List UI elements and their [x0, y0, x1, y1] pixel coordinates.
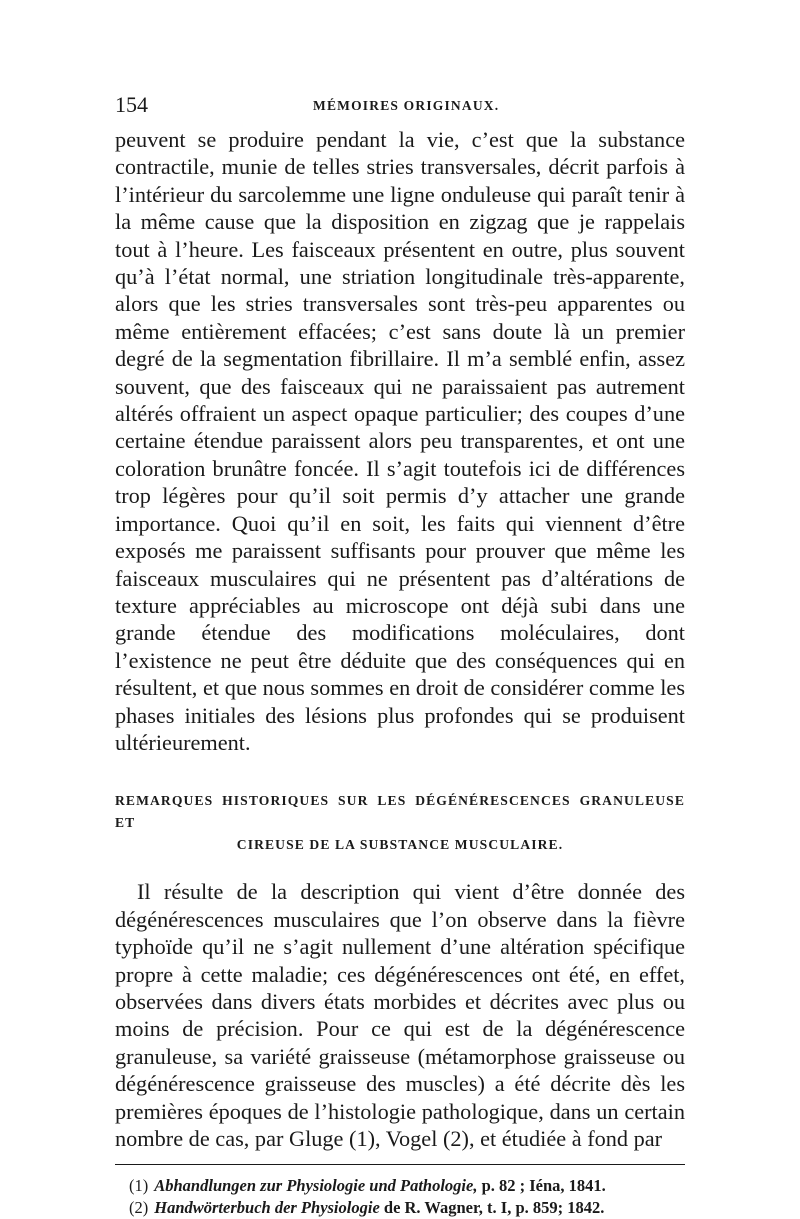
page-number: 154 — [115, 92, 148, 117]
footnote-1-ref: (1) — [129, 1176, 149, 1196]
footnote-rule — [115, 1164, 685, 1165]
footnote-2-ref: (2) — [129, 1198, 149, 1218]
section-heading-line-1: REMARQUES HISTORIQUES SUR LES DÉGÉNÉRESCENCES GRANULEUSE ET — [115, 793, 685, 831]
page — [115, 92, 685, 1219]
footnote-1-rest: p. 82 ; Iéna, 1841. — [481, 1176, 606, 1196]
section-heading — [115, 790, 685, 856]
footnote-1 — [115, 1175, 685, 1197]
section-heading-line-2: CIREUSE DE LA SUBSTANCE MUSCULAIRE. — [236, 837, 564, 853]
running-title: MÉMOIRES ORIGINAUX. — [313, 98, 500, 113]
running-head — [115, 92, 685, 126]
footnote-2-title: Handwörterbuch der Physiologie — [154, 1198, 380, 1218]
body-paragraph-new: Il résulte de la description qui vient d’être donnée des dégénérescences musculaires que l’on observe dans la fièvre typhoïde qu’il ne s’agit nullement d’une altération spécifique propre à cette maladie; ces dégénérescences ont été, en effet, observées dans divers états morbides et décrites avec plus ou moins de précision. Pour ce qui est de la dégénérescence granuleuse, sa variété graisseuse (métamorphose graisseuse ou dégénérescence graisseuse des muscles) a été décrite dès les premières époques de l’histologie pathologique, dans un certain nombre de cas, par Gluge (1), Vogel (2), et étudiée à fond par — [115, 879, 685, 1151]
footnote-2 — [115, 1197, 685, 1219]
footnote-2-rest: de R. Wagner, t. I, p. 859; 1842. — [383, 1198, 605, 1218]
body-paragraph-continued: peuvent se produire pendant la vie, c’est que la substance contractile, munie de telles stries transversales, décrit parfois à l’intérieur du sarcolemme une ligne onduleuse qui paraît tenir à la même cause que la disposition en zigzag que je rappelais tout à l’heure. Les faisceaux présentent en outre, plus souvent qu’à l’état normal, une striation longitudinale très-apparente, alors que les stries transversales sont très-peu apparentes ou même entièrement effacées; c’est sans doute là un premier degré de la segmentation fibrillaire. Il m’a semblé enfin, assez souvent, que des faisceaux qui ne paraissaient pas autrement altérés offraient un aspect opaque particulier; des coupes d’une certaine étendue paraissent alors peu transparentes, et ont une coloration brunâtre foncée. Il s’agit toutefois ici de différences trop légères pour qu’il soit permis d’y attacher une grande importance. Quoi qu’il en soit, les faits qui viennent d’être exposés me paraissent suffisants pour prouver que même les faisceaux musculaires qui ne présentent pas d’altérations de texture appréciables au microscope ont déjà subi dans une grande étendue des modifications moléculaires, dont l’existence ne peut être déduite que des conséquences qui en résultent, et que nous sommes en droit de considérer comme les phases initiales des lésions plus profondes qui se produisent ultérieurement. — [115, 127, 685, 755]
footnotes — [115, 1175, 685, 1219]
footnote-1-title: Abhandlungen zur Physiologie und Pathologie, — [154, 1176, 478, 1196]
